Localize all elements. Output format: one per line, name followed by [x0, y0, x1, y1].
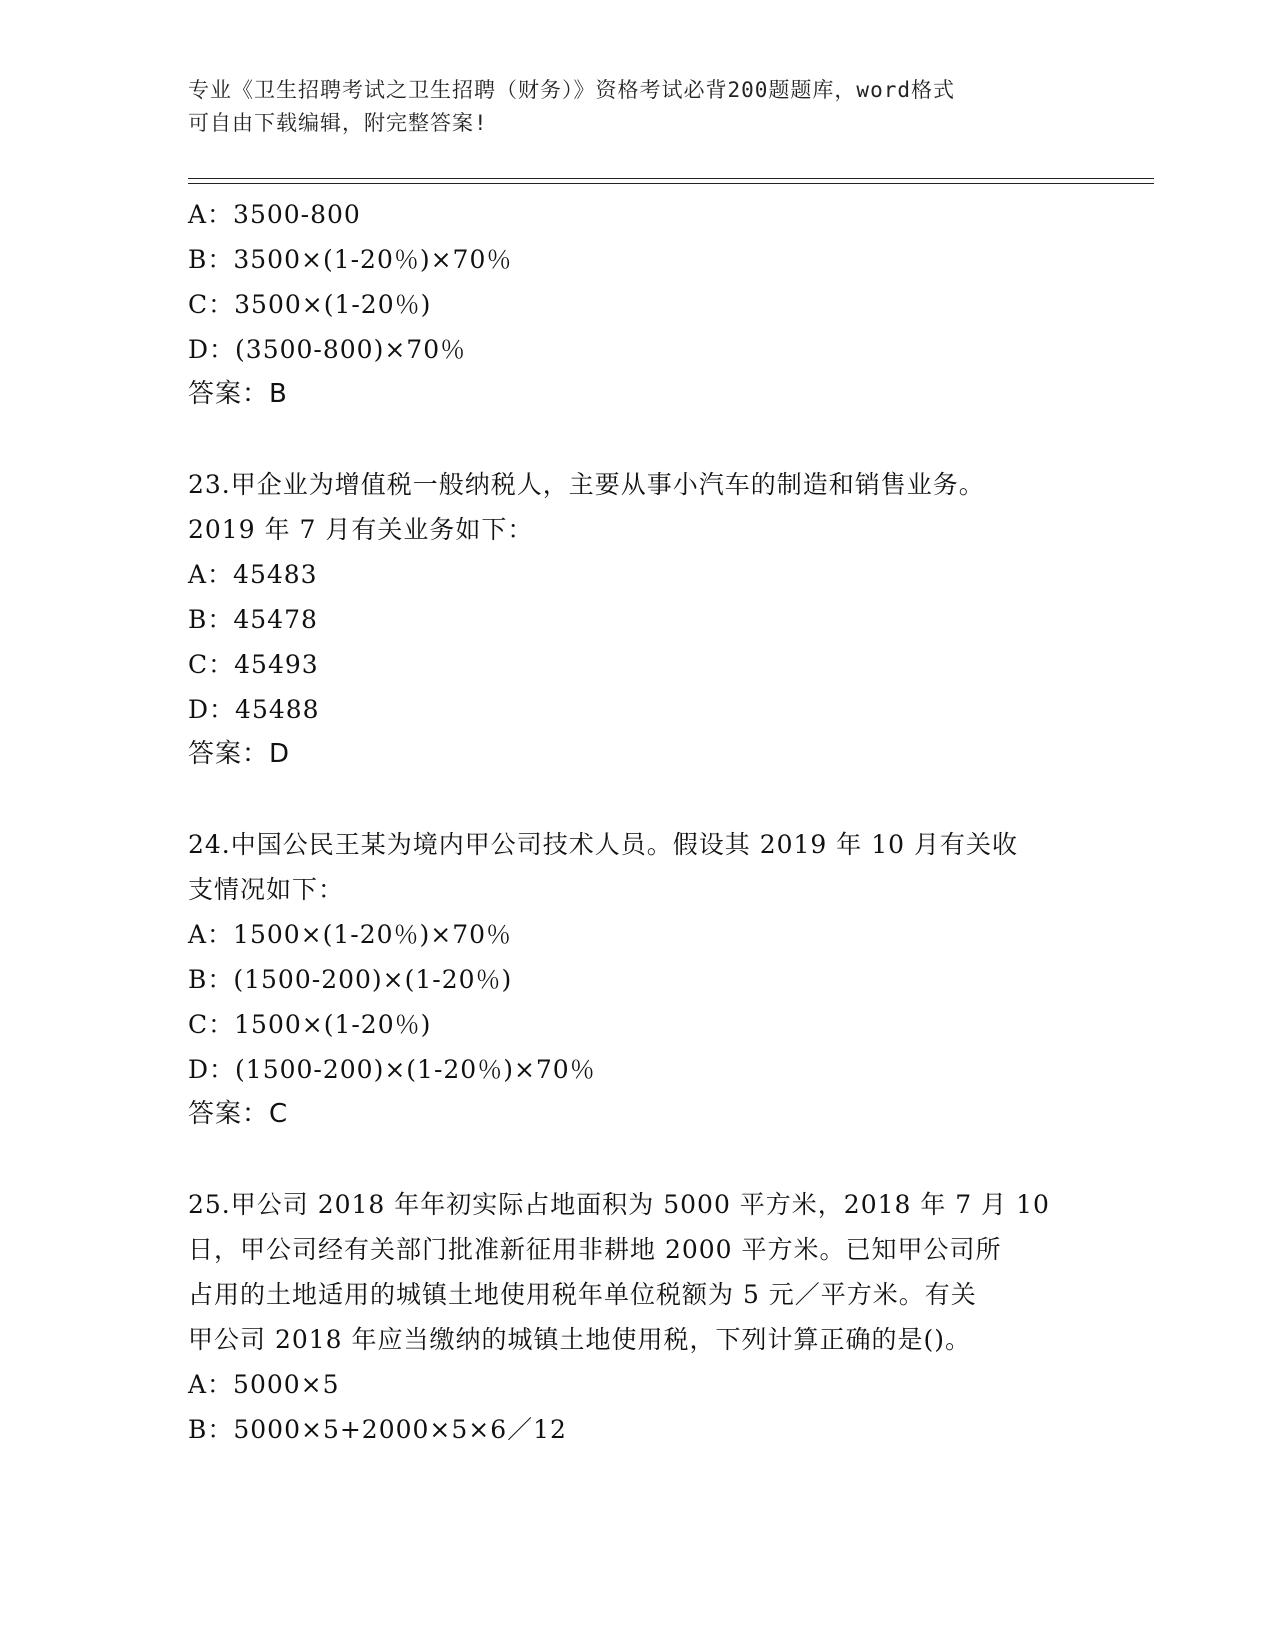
question-text-line: 日，甲公司经有关部门批准新征用非耕地 2000 平方米。已知甲公司所 — [188, 1235, 1002, 1264]
question-text-line: 支情况如下： — [188, 875, 345, 904]
answer-line: 答案：D — [188, 739, 291, 769]
spacer — [188, 417, 1088, 462]
header-divider-bottom — [188, 183, 1154, 184]
header-line-1: 专业《卫生招聘考试之卫生招聘（财务）》资格考试必背200题题库，word格式 — [188, 78, 955, 102]
option-b: B：3500×(1-20％)×70％ — [188, 245, 513, 274]
option-c: C：1500×(1-20％) — [188, 1010, 432, 1039]
question-text-line: 甲公司 2018 年应当缴纳的城镇土地使用税，下列计算正确的是()。 — [188, 1325, 972, 1354]
option-d: D：(3500-800)×70％ — [188, 335, 467, 364]
question-block — [188, 192, 1088, 417]
document-header — [188, 74, 1088, 140]
header-divider-top — [188, 178, 1154, 179]
option-a: A：45483 — [188, 560, 318, 589]
header-line-2: 可自由下载编辑，附完整答案! — [188, 111, 488, 135]
spacer — [188, 777, 1088, 822]
option-a: A：1500×(1-20％)×70％ — [188, 920, 513, 949]
question-block — [188, 1182, 1088, 1452]
question-text-line: 占用的土地适用的城镇土地使用税年单位税额为 5 元／平方米。有关 — [188, 1280, 977, 1309]
option-a: A：5000×5 — [188, 1370, 340, 1399]
answer-line: 答案：C — [188, 1099, 289, 1129]
option-d: D：(1500-200)×(1-20％)×70％ — [188, 1055, 596, 1084]
option-b: B：45478 — [188, 605, 318, 634]
spacer — [188, 1137, 1088, 1182]
option-c: C：45493 — [188, 650, 319, 679]
option-a: A：3500-800 — [188, 200, 361, 229]
question-list — [188, 192, 1088, 1452]
option-c: C：3500×(1-20％) — [188, 290, 432, 319]
question-text-line: 24.中国公民王某为境内甲公司技术人员。假设其 2019 年 10 月有关收 — [188, 830, 1018, 859]
option-d: D：45488 — [188, 695, 320, 724]
question-text-line: 25.甲公司 2018 年年初实际占地面积为 5000 平方米，2018 年 7 月 10 — [188, 1190, 1050, 1219]
option-b: B：5000×5+2000×5×6／12 — [188, 1415, 567, 1444]
question-block — [188, 462, 1088, 777]
option-b: B：(1500-200)×(1-20％) — [188, 965, 513, 994]
question-text-line: 2019 年 7 月有关业务如下： — [188, 515, 534, 544]
answer-line: 答案：B — [188, 379, 288, 409]
question-block — [188, 822, 1088, 1137]
question-text-line: 23.甲企业为增值税一般纳税人，主要从事小汽车的制造和销售业务。 — [188, 470, 985, 499]
